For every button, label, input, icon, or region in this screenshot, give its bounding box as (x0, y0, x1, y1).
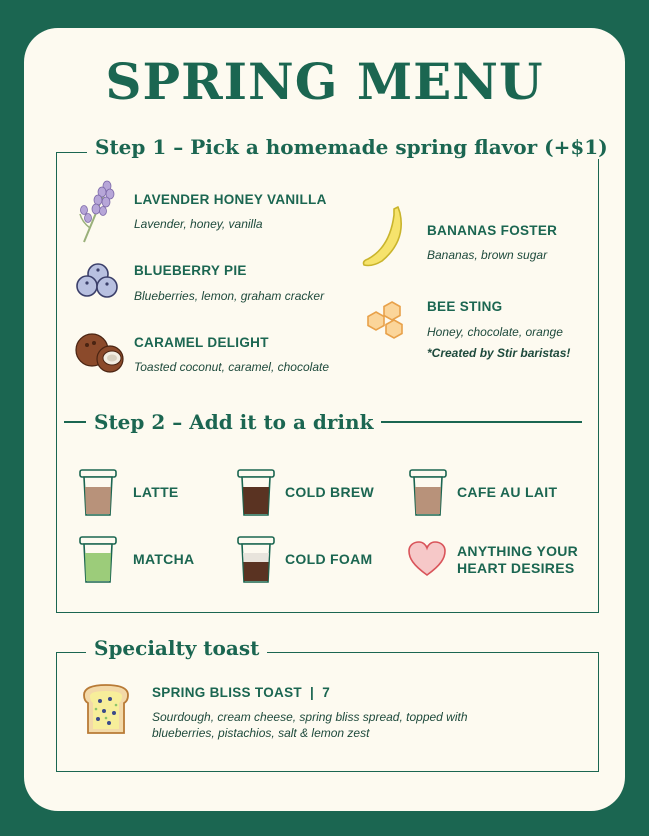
lavender-icon (76, 178, 120, 244)
flavor-name-lavender: LAVENDER HONEY VANILLA (134, 192, 327, 207)
flavor-desc-caramel: Toasted coconut, caramel, chocolate (134, 360, 330, 374)
cafe-au-lait-cup-icon (408, 468, 448, 518)
step2-box (56, 414, 599, 613)
toast-heading: Specialty toast (86, 636, 267, 660)
flavor-desc-blueberry: Blueberries, lemon, graham cracker (134, 289, 325, 303)
step2-divider-right (366, 421, 582, 423)
flavor-desc-bananas: Bananas, brown sugar (427, 248, 548, 262)
flavor-name-beesting: BEE STING (427, 299, 503, 314)
cold-foam-cup-icon (236, 535, 276, 585)
drink-latte: LATTE (133, 484, 179, 500)
step1-heading: Step 1 – Pick a homemade spring flavor (+$1) (87, 135, 616, 159)
toast-name: SPRING BLISS TOAST | 7 (152, 685, 331, 700)
honeycomb-icon (362, 300, 410, 346)
blueberry-icon (76, 262, 120, 300)
flavor-desc-lavender: Lavender, honey, vanilla (134, 217, 263, 231)
step2-heading: Step 2 – Add it to a drink (86, 410, 381, 434)
page-title: SPRING MENU (105, 52, 544, 111)
drink-cold-foam: COLD FOAM (285, 551, 373, 567)
flavor-desc-beesting: Honey, chocolate, orange (427, 325, 563, 339)
flavor-name-caramel: CARAMEL DELIGHT (134, 335, 269, 350)
matcha-cup-icon (78, 535, 118, 585)
heart-icon (407, 540, 447, 578)
step2-divider-left (64, 421, 86, 423)
toast-desc: Sourdough, cream cheese, spring bliss spread, topped with blueberries, pistachios, salt & lemon zest (152, 710, 468, 740)
flavor-note-beesting: *Created by Stir baristas! (427, 346, 571, 360)
toast-icon (82, 683, 130, 735)
drink-cold-brew: COLD BREW (285, 484, 375, 500)
cold-brew-cup-icon (236, 468, 276, 518)
drink-anything: ANYTHING YOUR HEART DESIRES (457, 543, 579, 576)
flavor-name-bananas: BANANAS FOSTER (427, 223, 558, 238)
drink-cafe-au-lait: CAFE AU LAIT (457, 484, 558, 500)
latte-cup-icon (78, 468, 118, 518)
coconut-icon (74, 330, 126, 374)
drink-matcha: MATCHA (133, 551, 195, 567)
banana-icon (360, 205, 410, 269)
flavor-name-blueberry: BLUEBERRY PIE (134, 263, 247, 278)
